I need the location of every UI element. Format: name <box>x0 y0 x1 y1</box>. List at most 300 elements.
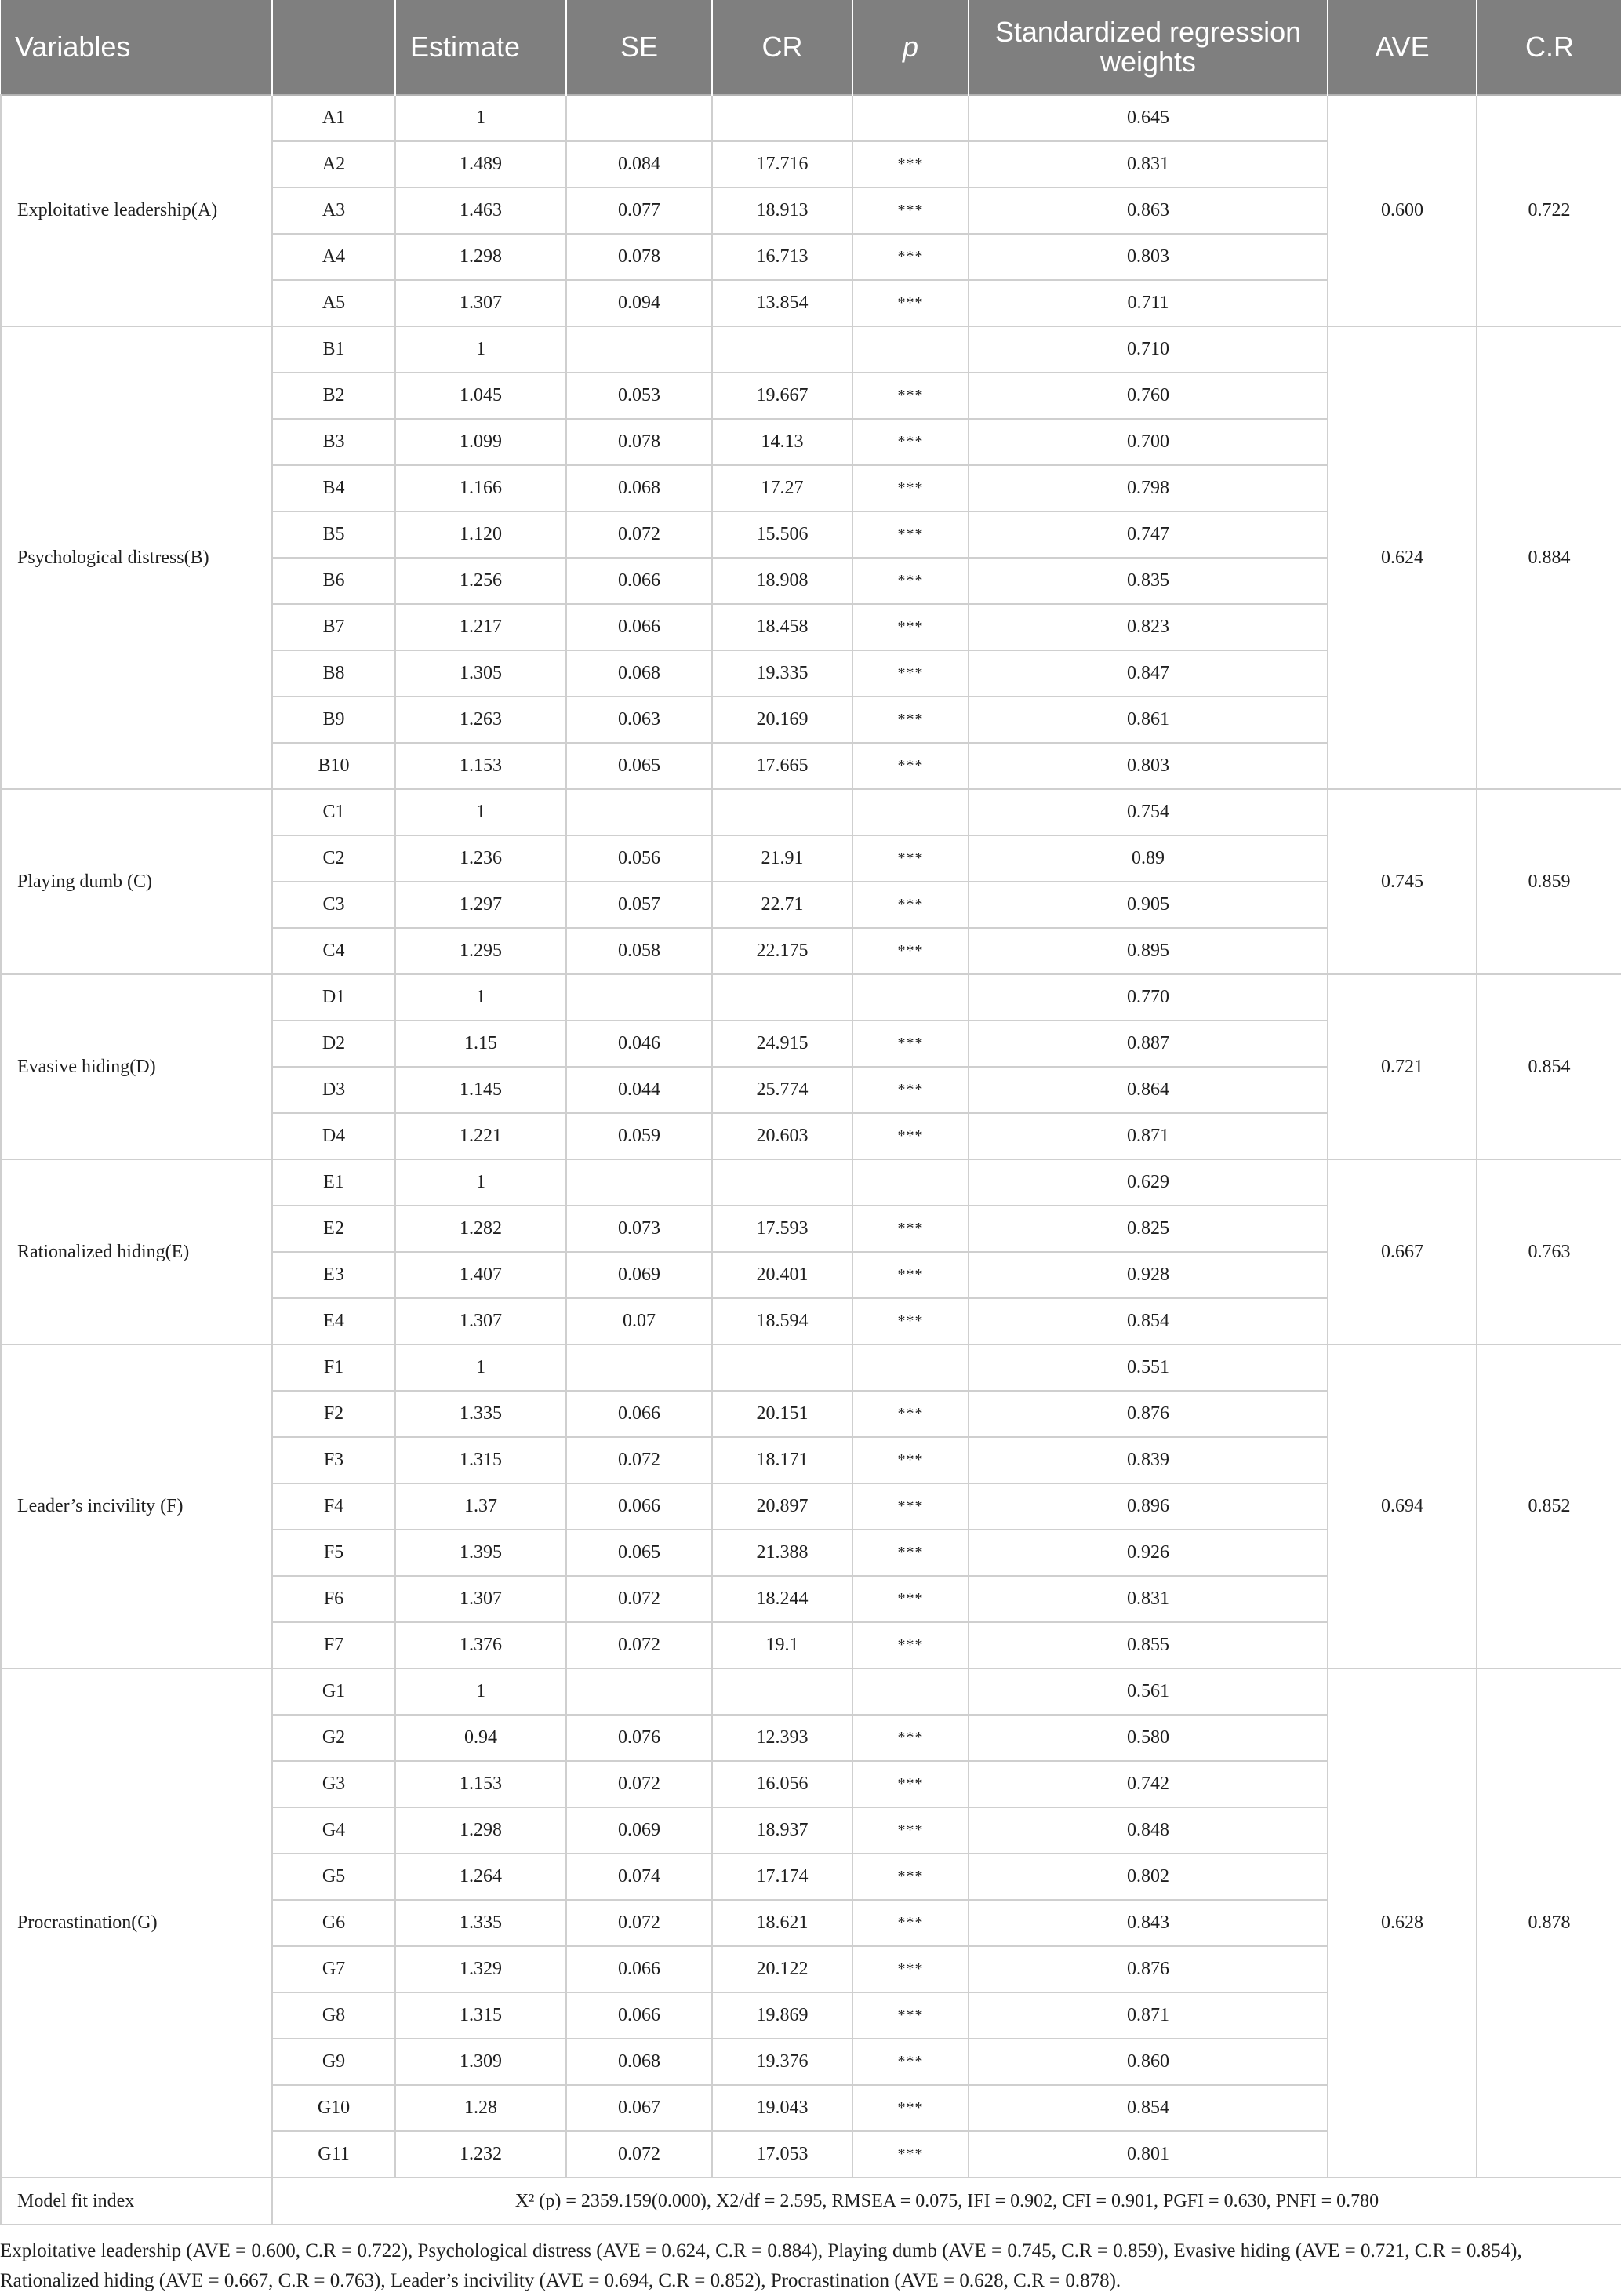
estimate-cell: 1.297 <box>395 882 566 928</box>
se-cell: 0.065 <box>566 743 712 789</box>
se-cell: 0.068 <box>566 465 712 511</box>
item-code: G6 <box>272 1900 395 1946</box>
ave-value: 0.694 <box>1328 1344 1477 1668</box>
cr-cell <box>712 789 852 835</box>
se-cell: 0.056 <box>566 835 712 882</box>
header-estimate: Estimate <box>395 0 566 95</box>
std-weight-cell: 0.835 <box>969 558 1328 604</box>
se-cell: 0.07 <box>566 1298 712 1344</box>
se-cell: 0.076 <box>566 1715 712 1761</box>
estimate-cell: 1.236 <box>395 835 566 882</box>
se-cell: 0.072 <box>566 1437 712 1483</box>
se-cell: 0.068 <box>566 650 712 697</box>
std-weight-cell: 0.848 <box>969 1807 1328 1854</box>
ave-value: 0.721 <box>1328 974 1477 1159</box>
estimate-cell: 1.335 <box>395 1900 566 1946</box>
std-weight-cell: 0.645 <box>969 95 1328 141</box>
se-cell <box>566 789 712 835</box>
p-cell: *** <box>852 743 969 789</box>
std-weight-cell: 0.854 <box>969 1298 1328 1344</box>
estimate-cell: 1 <box>395 1159 566 1206</box>
std-weight-cell: 0.700 <box>969 419 1328 465</box>
std-weight-cell: 0.831 <box>969 141 1328 187</box>
cr-value: 0.878 <box>1477 1668 1621 2178</box>
std-weight-cell: 0.798 <box>969 465 1328 511</box>
p-cell: *** <box>852 928 969 974</box>
p-cell: *** <box>852 650 969 697</box>
estimate-cell: 1.298 <box>395 234 566 280</box>
std-weight-cell: 0.861 <box>969 697 1328 743</box>
p-cell: *** <box>852 141 969 187</box>
p-cell: *** <box>852 882 969 928</box>
estimate-cell: 1 <box>395 974 566 1021</box>
estimate-cell: 1.099 <box>395 419 566 465</box>
estimate-cell: 1 <box>395 95 566 141</box>
p-cell: *** <box>852 187 969 234</box>
cr-cell: 17.716 <box>712 141 852 187</box>
cr-cell: 16.713 <box>712 234 852 280</box>
estimate-cell: 1.295 <box>395 928 566 974</box>
cr-cell <box>712 1159 852 1206</box>
estimate-cell: 1.329 <box>395 1946 566 1992</box>
item-code: B3 <box>272 419 395 465</box>
se-cell <box>566 1344 712 1391</box>
cr-cell <box>712 95 852 141</box>
estimate-cell: 1.166 <box>395 465 566 511</box>
se-cell: 0.074 <box>566 1854 712 1900</box>
p-cell: *** <box>852 1252 969 1298</box>
se-cell: 0.072 <box>566 511 712 558</box>
item-code: D1 <box>272 974 395 1021</box>
table-row <box>1 789 1621 835</box>
p-cell: *** <box>852 604 969 650</box>
header-item <box>272 0 395 95</box>
p-cell: *** <box>852 1715 969 1761</box>
cr-cell: 22.175 <box>712 928 852 974</box>
se-cell <box>566 326 712 373</box>
estimate-cell: 1.264 <box>395 1854 566 1900</box>
estimate-cell: 1.307 <box>395 280 566 326</box>
se-cell: 0.058 <box>566 928 712 974</box>
cr-cell: 12.393 <box>712 1715 852 1761</box>
estimate-cell: 1.282 <box>395 1206 566 1252</box>
p-cell: *** <box>852 2131 969 2178</box>
variable-name: Playing dumb (C) <box>1 789 272 974</box>
p-cell: *** <box>852 835 969 882</box>
p-cell: *** <box>852 1761 969 1807</box>
cr-cell: 17.665 <box>712 743 852 789</box>
std-weight-cell: 0.823 <box>969 604 1328 650</box>
p-cell: *** <box>852 1391 969 1437</box>
std-weight-cell: 0.747 <box>969 511 1328 558</box>
se-cell: 0.065 <box>566 1530 712 1576</box>
se-cell: 0.063 <box>566 697 712 743</box>
std-weight-cell: 0.854 <box>969 2085 1328 2131</box>
std-weight-cell: 0.801 <box>969 2131 1328 2178</box>
std-weight-cell: 0.802 <box>969 1854 1328 1900</box>
item-code: E3 <box>272 1252 395 1298</box>
cr-cell: 17.174 <box>712 1854 852 1900</box>
item-code: B6 <box>272 558 395 604</box>
ave-value: 0.628 <box>1328 1668 1477 2178</box>
se-cell: 0.046 <box>566 1021 712 1067</box>
se-cell: 0.078 <box>566 419 712 465</box>
se-cell: 0.066 <box>566 1992 712 2039</box>
cr-cell: 18.621 <box>712 1900 852 1946</box>
cr-cell: 18.171 <box>712 1437 852 1483</box>
std-weight-cell: 0.825 <box>969 1206 1328 1252</box>
estimate-cell: 1.395 <box>395 1530 566 1576</box>
se-cell: 0.078 <box>566 234 712 280</box>
table-row <box>1 1159 1621 1206</box>
variable-name: Procrastination(G) <box>1 1668 272 2178</box>
item-code: D3 <box>272 1067 395 1113</box>
item-code: B1 <box>272 326 395 373</box>
item-code: G1 <box>272 1668 395 1715</box>
cr-cell: 18.937 <box>712 1807 852 1854</box>
estimate-cell: 1.145 <box>395 1067 566 1113</box>
p-cell: *** <box>852 1900 969 1946</box>
table-row <box>1 1668 1621 1715</box>
cr-cell: 15.506 <box>712 511 852 558</box>
estimate-cell: 1.489 <box>395 141 566 187</box>
variable-name: Exploitative leadership(A) <box>1 95 272 326</box>
estimate-cell: 1.315 <box>395 1437 566 1483</box>
cr-cell: 18.594 <box>712 1298 852 1344</box>
item-code: B8 <box>272 650 395 697</box>
p-cell: *** <box>852 419 969 465</box>
estimate-cell: 1.315 <box>395 1992 566 2039</box>
std-weight-cell: 0.926 <box>969 1530 1328 1576</box>
std-weight-cell: 0.551 <box>969 1344 1328 1391</box>
item-code: F1 <box>272 1344 395 1391</box>
p-cell: *** <box>852 1206 969 1252</box>
p-cell <box>852 789 969 835</box>
item-code: A5 <box>272 280 395 326</box>
cr-cell: 19.1 <box>712 1622 852 1668</box>
se-cell: 0.094 <box>566 280 712 326</box>
p-cell: *** <box>852 1854 969 1900</box>
p-cell: *** <box>852 511 969 558</box>
item-code: C2 <box>272 835 395 882</box>
variable-name: Rationalized hiding(E) <box>1 1159 272 1344</box>
estimate-cell: 1.153 <box>395 743 566 789</box>
se-cell <box>566 1159 712 1206</box>
table-body <box>1 95 1621 2225</box>
item-code: E4 <box>272 1298 395 1344</box>
header-se: SE <box>566 0 712 95</box>
se-cell: 0.072 <box>566 1761 712 1807</box>
cr-cell: 19.869 <box>712 1992 852 2039</box>
p-cell <box>852 1159 969 1206</box>
cr-cell: 19.667 <box>712 373 852 419</box>
variable-name: Psychological distress(B) <box>1 326 272 789</box>
estimate-cell: 1.298 <box>395 1807 566 1854</box>
p-cell: *** <box>852 1946 969 1992</box>
variable-name: Leader’s incivility (F) <box>1 1344 272 1668</box>
item-code: C3 <box>272 882 395 928</box>
estimate-cell: 1 <box>395 789 566 835</box>
std-weight-cell: 0.754 <box>969 789 1328 835</box>
estimate-cell: 1 <box>395 326 566 373</box>
estimate-cell: 1.307 <box>395 1298 566 1344</box>
std-weight-cell: 0.855 <box>969 1622 1328 1668</box>
p-cell <box>852 1668 969 1715</box>
se-cell: 0.059 <box>566 1113 712 1159</box>
se-cell <box>566 974 712 1021</box>
se-cell: 0.072 <box>566 1622 712 1668</box>
std-weight-cell: 0.896 <box>969 1483 1328 1530</box>
p-cell <box>852 974 969 1021</box>
estimate-cell: 1.153 <box>395 1761 566 1807</box>
std-weight-cell: 0.843 <box>969 1900 1328 1946</box>
cr-cell: 20.122 <box>712 1946 852 1992</box>
ave-value: 0.600 <box>1328 95 1477 326</box>
estimate-cell: 1.463 <box>395 187 566 234</box>
cr-cell: 13.854 <box>712 280 852 326</box>
estimate-cell: 1.305 <box>395 650 566 697</box>
se-cell: 0.057 <box>566 882 712 928</box>
se-cell: 0.066 <box>566 1483 712 1530</box>
item-code: A3 <box>272 187 395 234</box>
cr-cell: 17.053 <box>712 2131 852 2178</box>
p-cell: *** <box>852 2085 969 2131</box>
p-cell: *** <box>852 558 969 604</box>
model-fit-row <box>1 2178 1621 2225</box>
p-cell <box>852 1344 969 1391</box>
p-cell: *** <box>852 1576 969 1622</box>
estimate-cell: 1.15 <box>395 1021 566 1067</box>
item-code: G10 <box>272 2085 395 2131</box>
item-code: G2 <box>272 1715 395 1761</box>
header-standardized-weights: Standardized regression weights <box>969 0 1328 95</box>
p-cell: *** <box>852 1622 969 1668</box>
item-code: D4 <box>272 1113 395 1159</box>
std-weight-cell: 0.580 <box>969 1715 1328 1761</box>
p-cell: *** <box>852 373 969 419</box>
estimate-cell: 1.407 <box>395 1252 566 1298</box>
se-cell: 0.068 <box>566 2039 712 2085</box>
header-cr: CR <box>712 0 852 95</box>
cr-cell: 18.244 <box>712 1576 852 1622</box>
cr-value: 0.854 <box>1477 974 1621 1159</box>
std-weight-cell: 0.905 <box>969 882 1328 928</box>
item-code: B7 <box>272 604 395 650</box>
se-cell: 0.044 <box>566 1067 712 1113</box>
item-code: G3 <box>272 1761 395 1807</box>
cr-cell: 17.27 <box>712 465 852 511</box>
p-cell: *** <box>852 1807 969 1854</box>
item-code: F2 <box>272 1391 395 1437</box>
p-cell: *** <box>852 234 969 280</box>
se-cell: 0.073 <box>566 1206 712 1252</box>
cr-cell: 19.043 <box>712 2085 852 2131</box>
table-row <box>1 974 1621 1021</box>
std-weight-cell: 0.89 <box>969 835 1328 882</box>
cr-value: 0.722 <box>1477 95 1621 326</box>
item-code: G11 <box>272 2131 395 2178</box>
cr-cell <box>712 974 852 1021</box>
header-variables: Variables <box>1 0 272 95</box>
cr-value: 0.859 <box>1477 789 1621 974</box>
item-code: F5 <box>272 1530 395 1576</box>
p-cell: *** <box>852 465 969 511</box>
cr-cell: 24.915 <box>712 1021 852 1067</box>
cr-cell: 20.151 <box>712 1391 852 1437</box>
cr-value: 0.763 <box>1477 1159 1621 1344</box>
std-weight-cell: 0.871 <box>969 1113 1328 1159</box>
cr-cell: 20.897 <box>712 1483 852 1530</box>
ave-value: 0.667 <box>1328 1159 1477 1344</box>
header-row <box>1 0 1621 95</box>
estimate-cell: 1.37 <box>395 1483 566 1530</box>
se-cell: 0.072 <box>566 1576 712 1622</box>
estimate-cell: 1.335 <box>395 1391 566 1437</box>
std-weight-cell: 0.864 <box>969 1067 1328 1113</box>
item-code: C4 <box>272 928 395 974</box>
estimate-cell: 1.221 <box>395 1113 566 1159</box>
std-weight-cell: 0.839 <box>969 1437 1328 1483</box>
cr-cell: 14.13 <box>712 419 852 465</box>
se-cell: 0.077 <box>566 187 712 234</box>
se-cell: 0.066 <box>566 1391 712 1437</box>
se-cell: 0.053 <box>566 373 712 419</box>
cr-cell: 20.169 <box>712 697 852 743</box>
cr-cell: 21.388 <box>712 1530 852 1576</box>
p-cell: *** <box>852 1992 969 2039</box>
cr-cell: 19.335 <box>712 650 852 697</box>
table-footnote: Exploitative leadership (AVE = 0.600, C.R = 0.722), Psychological distress (AVE = 0.624, C.R = 0.884), Playing dumb (AVE = 0.745, C.R = 0.859), Evasive hiding (AVE = 0.721, C.R = 0.854), Rationalized hiding (AVE = 0.667, C.R = 0.763), Leader’s incivility (AVE = 0.694, C.R = 0.852), Procrastination (AVE = 0.628, C.R = 0.878). <box>0 2240 1522 2291</box>
se-cell <box>566 1668 712 1715</box>
cr-cell: 17.593 <box>712 1206 852 1252</box>
std-weight-cell: 0.770 <box>969 974 1328 1021</box>
item-code: F3 <box>272 1437 395 1483</box>
p-cell: *** <box>852 697 969 743</box>
cr-cell: 21.91 <box>712 835 852 882</box>
se-cell: 0.066 <box>566 558 712 604</box>
p-cell: *** <box>852 1113 969 1159</box>
p-cell: *** <box>852 1298 969 1344</box>
item-code: B9 <box>272 697 395 743</box>
se-cell: 0.066 <box>566 1946 712 1992</box>
estimate-cell: 1.307 <box>395 1576 566 1622</box>
cr-cell: 19.376 <box>712 2039 852 2085</box>
item-code: B2 <box>272 373 395 419</box>
std-weight-cell: 0.831 <box>969 1576 1328 1622</box>
std-weight-cell: 0.803 <box>969 743 1328 789</box>
cr-cell: 20.603 <box>712 1113 852 1159</box>
item-code: B5 <box>272 511 395 558</box>
std-weight-cell: 0.803 <box>969 234 1328 280</box>
item-code: E1 <box>272 1159 395 1206</box>
estimate-cell: 1.28 <box>395 2085 566 2131</box>
std-weight-cell: 0.760 <box>969 373 1328 419</box>
p-cell <box>852 95 969 141</box>
cr-cell <box>712 326 852 373</box>
item-code: G7 <box>272 1946 395 1992</box>
std-weight-cell: 0.876 <box>969 1391 1328 1437</box>
std-weight-cell: 0.711 <box>969 280 1328 326</box>
item-code: E2 <box>272 1206 395 1252</box>
cr-cell: 18.908 <box>712 558 852 604</box>
p-cell: *** <box>852 1067 969 1113</box>
estimate-cell: 0.94 <box>395 1715 566 1761</box>
ave-value: 0.745 <box>1328 789 1477 974</box>
std-weight-cell: 0.876 <box>969 1946 1328 1992</box>
estimate-cell: 1.309 <box>395 2039 566 2085</box>
item-code: G9 <box>272 2039 395 2085</box>
cr-cell: 18.913 <box>712 187 852 234</box>
item-code: A2 <box>272 141 395 187</box>
estimate-cell: 1.120 <box>395 511 566 558</box>
p-cell: *** <box>852 1021 969 1067</box>
cr-cell <box>712 1344 852 1391</box>
std-weight-cell: 0.860 <box>969 2039 1328 2085</box>
item-code: B4 <box>272 465 395 511</box>
cr-value: 0.852 <box>1477 1344 1621 1668</box>
ave-value: 0.624 <box>1328 326 1477 789</box>
p-cell: *** <box>852 1483 969 1530</box>
item-code: B10 <box>272 743 395 789</box>
p-cell <box>852 326 969 373</box>
std-weight-cell: 0.847 <box>969 650 1328 697</box>
p-cell: *** <box>852 1530 969 1576</box>
item-code: F7 <box>272 1622 395 1668</box>
std-weight-cell: 0.895 <box>969 928 1328 974</box>
cr-cell: 16.056 <box>712 1761 852 1807</box>
item-code: F6 <box>272 1576 395 1622</box>
std-weight-cell: 0.742 <box>969 1761 1328 1807</box>
model-fit-label: Model fit index <box>1 2178 272 2225</box>
table-row <box>1 1344 1621 1391</box>
estimate-cell: 1.376 <box>395 1622 566 1668</box>
std-weight-cell: 0.871 <box>969 1992 1328 2039</box>
se-cell: 0.072 <box>566 2131 712 2178</box>
se-cell <box>566 95 712 141</box>
p-cell: *** <box>852 2039 969 2085</box>
table-row <box>1 326 1621 373</box>
estimate-cell: 1.232 <box>395 2131 566 2178</box>
estimate-cell: 1.256 <box>395 558 566 604</box>
variable-name: Evasive hiding(D) <box>1 974 272 1159</box>
table-row <box>1 95 1621 141</box>
header-ave: AVE <box>1328 0 1477 95</box>
std-weight-cell: 0.887 <box>969 1021 1328 1067</box>
p-cell: *** <box>852 280 969 326</box>
se-cell: 0.066 <box>566 604 712 650</box>
std-weight-cell: 0.561 <box>969 1668 1328 1715</box>
estimate-cell: 1 <box>395 1668 566 1715</box>
item-code: G5 <box>272 1854 395 1900</box>
item-code: C1 <box>272 789 395 835</box>
item-code: F4 <box>272 1483 395 1530</box>
p-cell: *** <box>852 1437 969 1483</box>
cr-cell: 25.774 <box>712 1067 852 1113</box>
std-weight-cell: 0.863 <box>969 187 1328 234</box>
model-fit-value: X² (p) = 2359.159(0.000), X2/df = 2.595, RMSEA = 0.075, IFI = 0.902, CFI = 0.901, PGFI = 0.630, PNFI = 0.780 <box>272 2178 1621 2225</box>
std-weight-cell: 0.928 <box>969 1252 1328 1298</box>
item-code: A1 <box>272 95 395 141</box>
cr-cell: 20.401 <box>712 1252 852 1298</box>
estimate-cell: 1.217 <box>395 604 566 650</box>
item-code: A4 <box>272 234 395 280</box>
estimate-cell: 1.045 <box>395 373 566 419</box>
item-code: G4 <box>272 1807 395 1854</box>
header-composite-reliability: C.R <box>1477 0 1621 95</box>
estimate-cell: 1.263 <box>395 697 566 743</box>
std-weight-cell: 0.629 <box>969 1159 1328 1206</box>
cr-cell: 22.71 <box>712 882 852 928</box>
